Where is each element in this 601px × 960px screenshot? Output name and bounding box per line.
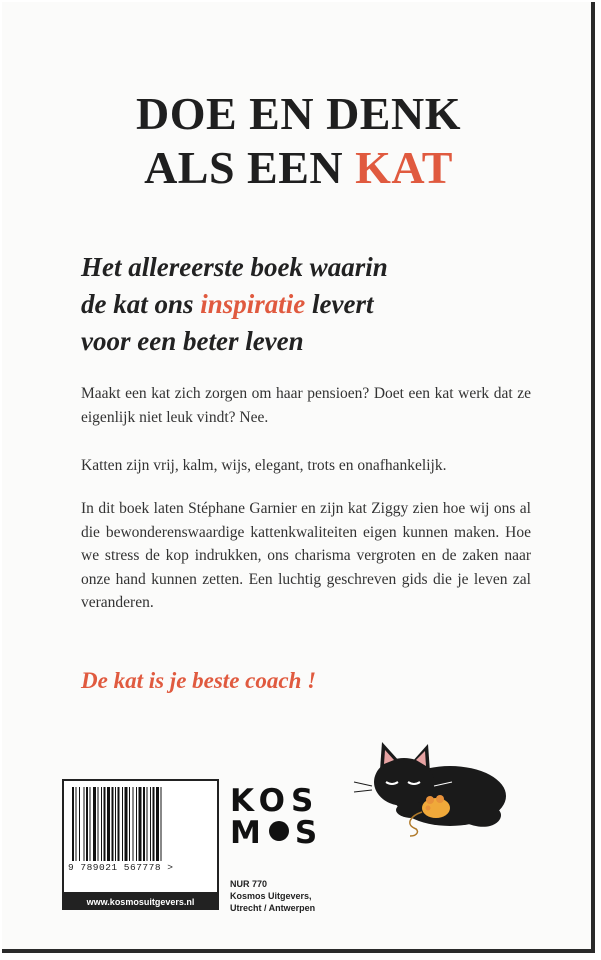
barcode-bar xyxy=(143,787,145,861)
barcode-bar xyxy=(156,787,159,861)
tagline-line-1: Het allereerste boek waarin xyxy=(81,252,388,282)
toy-mouse-spot xyxy=(426,806,431,811)
body-paragraph-3: In dit boek laten Stéphane Garnier en zijn kat Ziggy zien hoe wij ons al die bewonderenswaardige kattenkwaliteiten eigen kunnen maken. Hoe we stress de kop indrukken, ons charisma vergroten en de zaken naar onze hand kunnen zetten. Een luchtig geschreven gids die je leven zal veranderen. xyxy=(81,500,531,611)
imprint xyxy=(230,878,315,914)
barcode-bar xyxy=(98,787,99,861)
isbn-barcode xyxy=(62,779,219,894)
logo-letter-s: S xyxy=(294,815,324,851)
barcode-bars xyxy=(70,787,215,861)
barcode-bar xyxy=(129,787,130,861)
cat-whisker xyxy=(354,790,372,792)
toy-mouse-ear xyxy=(426,796,434,804)
cat-whisker xyxy=(354,782,372,786)
tagline-line-2-suffix: levert xyxy=(305,289,374,319)
logo-dot-icon xyxy=(269,821,289,841)
toy-mouse-ear xyxy=(436,795,444,803)
barcode-bar xyxy=(139,787,142,861)
tagline-line-2 xyxy=(81,286,541,323)
tagline xyxy=(81,249,541,360)
barcode-bar xyxy=(93,787,96,861)
barcode-bar xyxy=(150,787,151,861)
barcode-bar xyxy=(161,787,162,861)
title-line-2 xyxy=(2,140,595,196)
publisher-name: Kosmos Uitgevers, xyxy=(230,891,312,901)
barcode-bar xyxy=(84,787,85,861)
barcode-bar xyxy=(86,787,88,861)
barcode-bar xyxy=(72,787,74,861)
barcode-bar xyxy=(112,787,114,861)
tagline-line-3: voor een beter leven xyxy=(81,326,304,356)
isbn-digits: 9 789021 567778 > xyxy=(68,862,174,873)
barcode-bar xyxy=(133,787,134,861)
title-accent-kat: KAT xyxy=(355,142,453,193)
body-paragraph-1: Maakt een kat zich zorgen om haar pensioen? Doet een kat werk dat ze eigenlijk niet leuk vindt? Nee. xyxy=(81,385,531,426)
barcode-bar xyxy=(125,787,128,861)
title-line-1: DOE EN DENK xyxy=(136,88,461,139)
barcode-bar xyxy=(122,787,123,861)
barcode-bar xyxy=(136,787,137,861)
body-paragraph-2: Katten zijn vrij, kalm, wijs, elegant, trots en onafhankelijk. xyxy=(81,457,447,474)
publisher-city: Utrecht / Antwerpen xyxy=(230,903,316,913)
title-line-2-prefix: ALS EEN xyxy=(144,142,356,193)
kosmos-logo xyxy=(230,785,323,849)
publisher-url: www.kosmosuitgevers.nl xyxy=(62,894,219,910)
sleeping-cat-icon xyxy=(352,738,517,838)
barcode-bar xyxy=(104,787,106,861)
barcode-bar xyxy=(107,787,110,861)
barcode-bar xyxy=(79,787,80,861)
barcode-bar xyxy=(90,787,91,861)
tagline-line-2-prefix: de kat ons xyxy=(81,289,201,319)
barcode-bar xyxy=(101,787,102,861)
barcode-bar xyxy=(153,787,155,861)
book-back-cover xyxy=(2,2,595,953)
barcode-bar xyxy=(115,787,116,861)
nur-code: NUR 770 xyxy=(230,879,268,889)
barcode-bar xyxy=(118,787,120,861)
barcode-bar xyxy=(76,787,77,861)
barcode-bar xyxy=(147,787,148,861)
tagline-accent-inspiratie: inspiratie xyxy=(200,289,306,319)
closing-slogan: De kat is je beste coach ! xyxy=(81,668,317,693)
logo-row-2 xyxy=(230,817,323,849)
logo-row-1: KOS xyxy=(230,783,320,819)
logo-letter-m: M xyxy=(230,815,267,851)
